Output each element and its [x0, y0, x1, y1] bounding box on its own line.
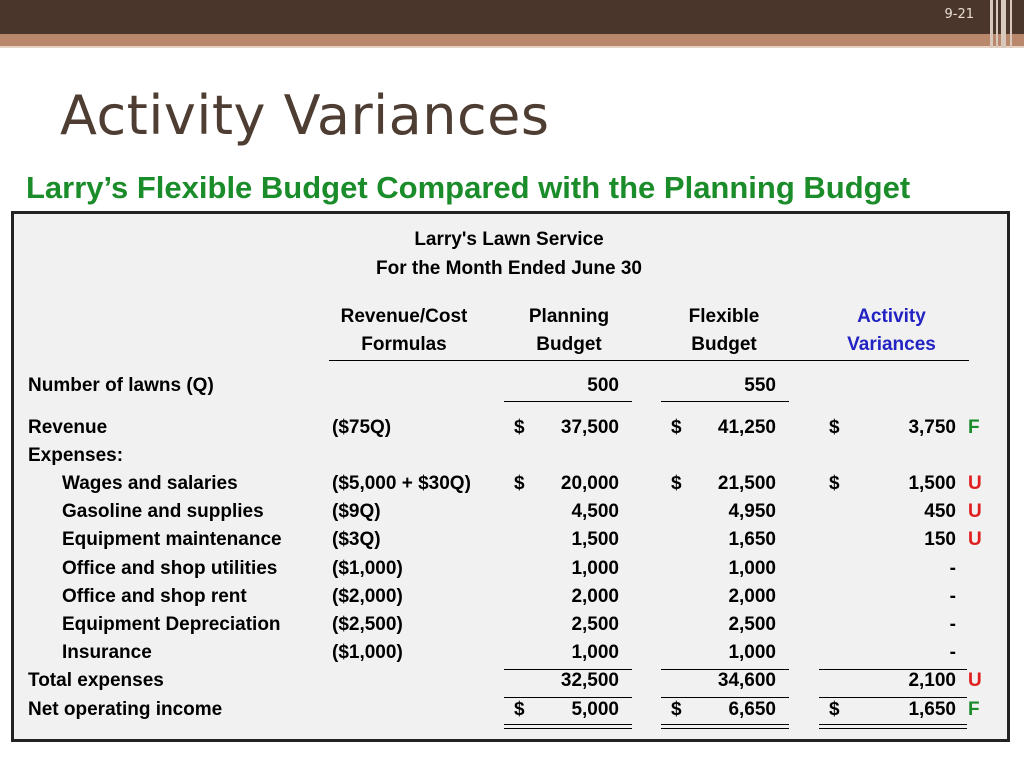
row-label: Equipment Depreciation [62, 614, 281, 635]
company-name: Larry's Lawn Service [414, 229, 604, 250]
row-flexible-value: 34,600 [717, 670, 776, 691]
row-variance-value: 3,750 [908, 417, 956, 438]
header-planning-line1: Planning [528, 306, 610, 327]
row-planning-value: 4,500 [571, 501, 619, 522]
row-flexible-value: 2,000 [728, 586, 776, 607]
row-variance-value: - [949, 558, 956, 579]
row-label: Number of lawns (Q) [28, 375, 214, 396]
row-planning-value: 20,000 [560, 473, 619, 494]
row-flexible-value: 6,650 [728, 699, 776, 720]
expenses-planning-underline [504, 669, 632, 670]
header-variance-line1: Activity [857, 306, 926, 327]
net-flexible-double-underline [661, 724, 789, 729]
row-variance-value: 1,650 [908, 699, 956, 720]
row-planning-value: 37,500 [560, 417, 619, 438]
slide-subtitle: Larry’s Flexible Budget Compared with the Planning Budget [26, 170, 911, 205]
total-planning-underline [504, 697, 632, 698]
row-label: Insurance [62, 642, 152, 663]
slide-title: Activity Variances [60, 84, 550, 147]
row-label: Net operating income [28, 699, 223, 720]
expenses-flexible-underline [661, 669, 789, 670]
row-label: Revenue [28, 417, 108, 438]
expenses-variance-underline [819, 669, 967, 670]
header-underline [329, 360, 969, 361]
row-flexible-value: 21,500 [717, 473, 776, 494]
row-formula: ($2,000) [332, 586, 403, 607]
row-flexible-value: 4,950 [728, 501, 776, 522]
top-line [0, 46, 1024, 48]
row-flexible-dollar: $ [671, 473, 682, 494]
row-variance-value: - [949, 586, 956, 607]
row-formula: ($3Q) [332, 529, 381, 550]
row-formula: ($2,500) [332, 614, 403, 635]
row-planning-value: 1,000 [571, 642, 619, 663]
row-flexible-value: 550 [744, 375, 776, 396]
header-variance-line2: Variances [847, 334, 936, 355]
header-planning-line2: Budget [536, 334, 602, 355]
row-variance-value: 1,500 [908, 473, 956, 494]
row-flexible-value: 1,000 [728, 642, 776, 663]
row-variance-flag: F [968, 699, 980, 720]
row-variance-dollar: $ [829, 699, 840, 720]
row-variance-value: 150 [924, 529, 956, 550]
report-period: For the Month Ended June 30 [375, 258, 642, 279]
row-planning-value: 1,000 [571, 558, 619, 579]
lawns-planning-underline [504, 401, 632, 402]
report-panel [11, 211, 1010, 742]
row-formula: ($5,000 + $30Q) [332, 473, 471, 494]
row-formula: ($9Q) [332, 501, 381, 522]
total-variance-underline [819, 697, 967, 698]
row-variance-flag: U [968, 501, 982, 522]
slide-number: 9-21 [944, 7, 974, 22]
row-variance-flag: U [968, 670, 982, 691]
row-variance-dollar: $ [829, 417, 840, 438]
row-variance-flag: U [968, 529, 982, 550]
row-flexible-value: 2,500 [728, 614, 776, 635]
row-planning-dollar: $ [514, 417, 525, 438]
row-planning-value: 500 [587, 375, 619, 396]
row-formula: ($75Q) [332, 417, 392, 438]
row-variance-value: - [949, 614, 956, 635]
row-label: Expenses: [28, 445, 124, 466]
row-variance-flag: F [968, 417, 980, 438]
row-planning-value: 32,500 [560, 670, 619, 691]
row-planning-dollar: $ [514, 473, 525, 494]
header-formulas-line1: Revenue/Cost [340, 306, 468, 327]
row-planning-value: 2,500 [571, 614, 619, 635]
total-flexible-underline [661, 697, 789, 698]
row-planning-dollar: $ [514, 699, 525, 720]
row-variance-dollar: $ [829, 473, 840, 494]
row-label: Wages and salaries [62, 473, 238, 494]
net-planning-double-underline [504, 724, 632, 729]
row-variance-value: - [949, 642, 956, 663]
decorative-bars [990, 0, 1018, 48]
row-label: Total expenses [28, 670, 164, 691]
row-flexible-dollar: $ [671, 699, 682, 720]
row-label: Gasoline and supplies [62, 501, 264, 522]
row-label: Office and shop utilities [62, 558, 278, 579]
row-flexible-value: 1,000 [728, 558, 776, 579]
row-variance-flag: U [968, 473, 982, 494]
row-label: Equipment maintenance [62, 529, 282, 550]
row-label: Office and shop rent [62, 586, 247, 607]
net-variance-double-underline [819, 724, 967, 729]
top-bar [0, 0, 1024, 34]
row-flexible-dollar: $ [671, 417, 682, 438]
row-planning-value: 1,500 [571, 529, 619, 550]
row-flexible-value: 41,250 [717, 417, 776, 438]
header-formulas-line2: Formulas [361, 334, 447, 355]
row-variance-value: 2,100 [908, 670, 956, 691]
row-formula: ($1,000) [332, 642, 403, 663]
row-flexible-value: 1,650 [728, 529, 776, 550]
row-formula: ($1,000) [332, 558, 403, 579]
lawns-flexible-underline [661, 401, 789, 402]
header-flexible-line2: Budget [691, 334, 757, 355]
header-flexible-line1: Flexible [688, 306, 760, 327]
top-stripe [0, 34, 1024, 46]
row-planning-value: 2,000 [571, 586, 619, 607]
row-variance-value: 450 [924, 501, 956, 522]
row-planning-value: 5,000 [571, 699, 619, 720]
